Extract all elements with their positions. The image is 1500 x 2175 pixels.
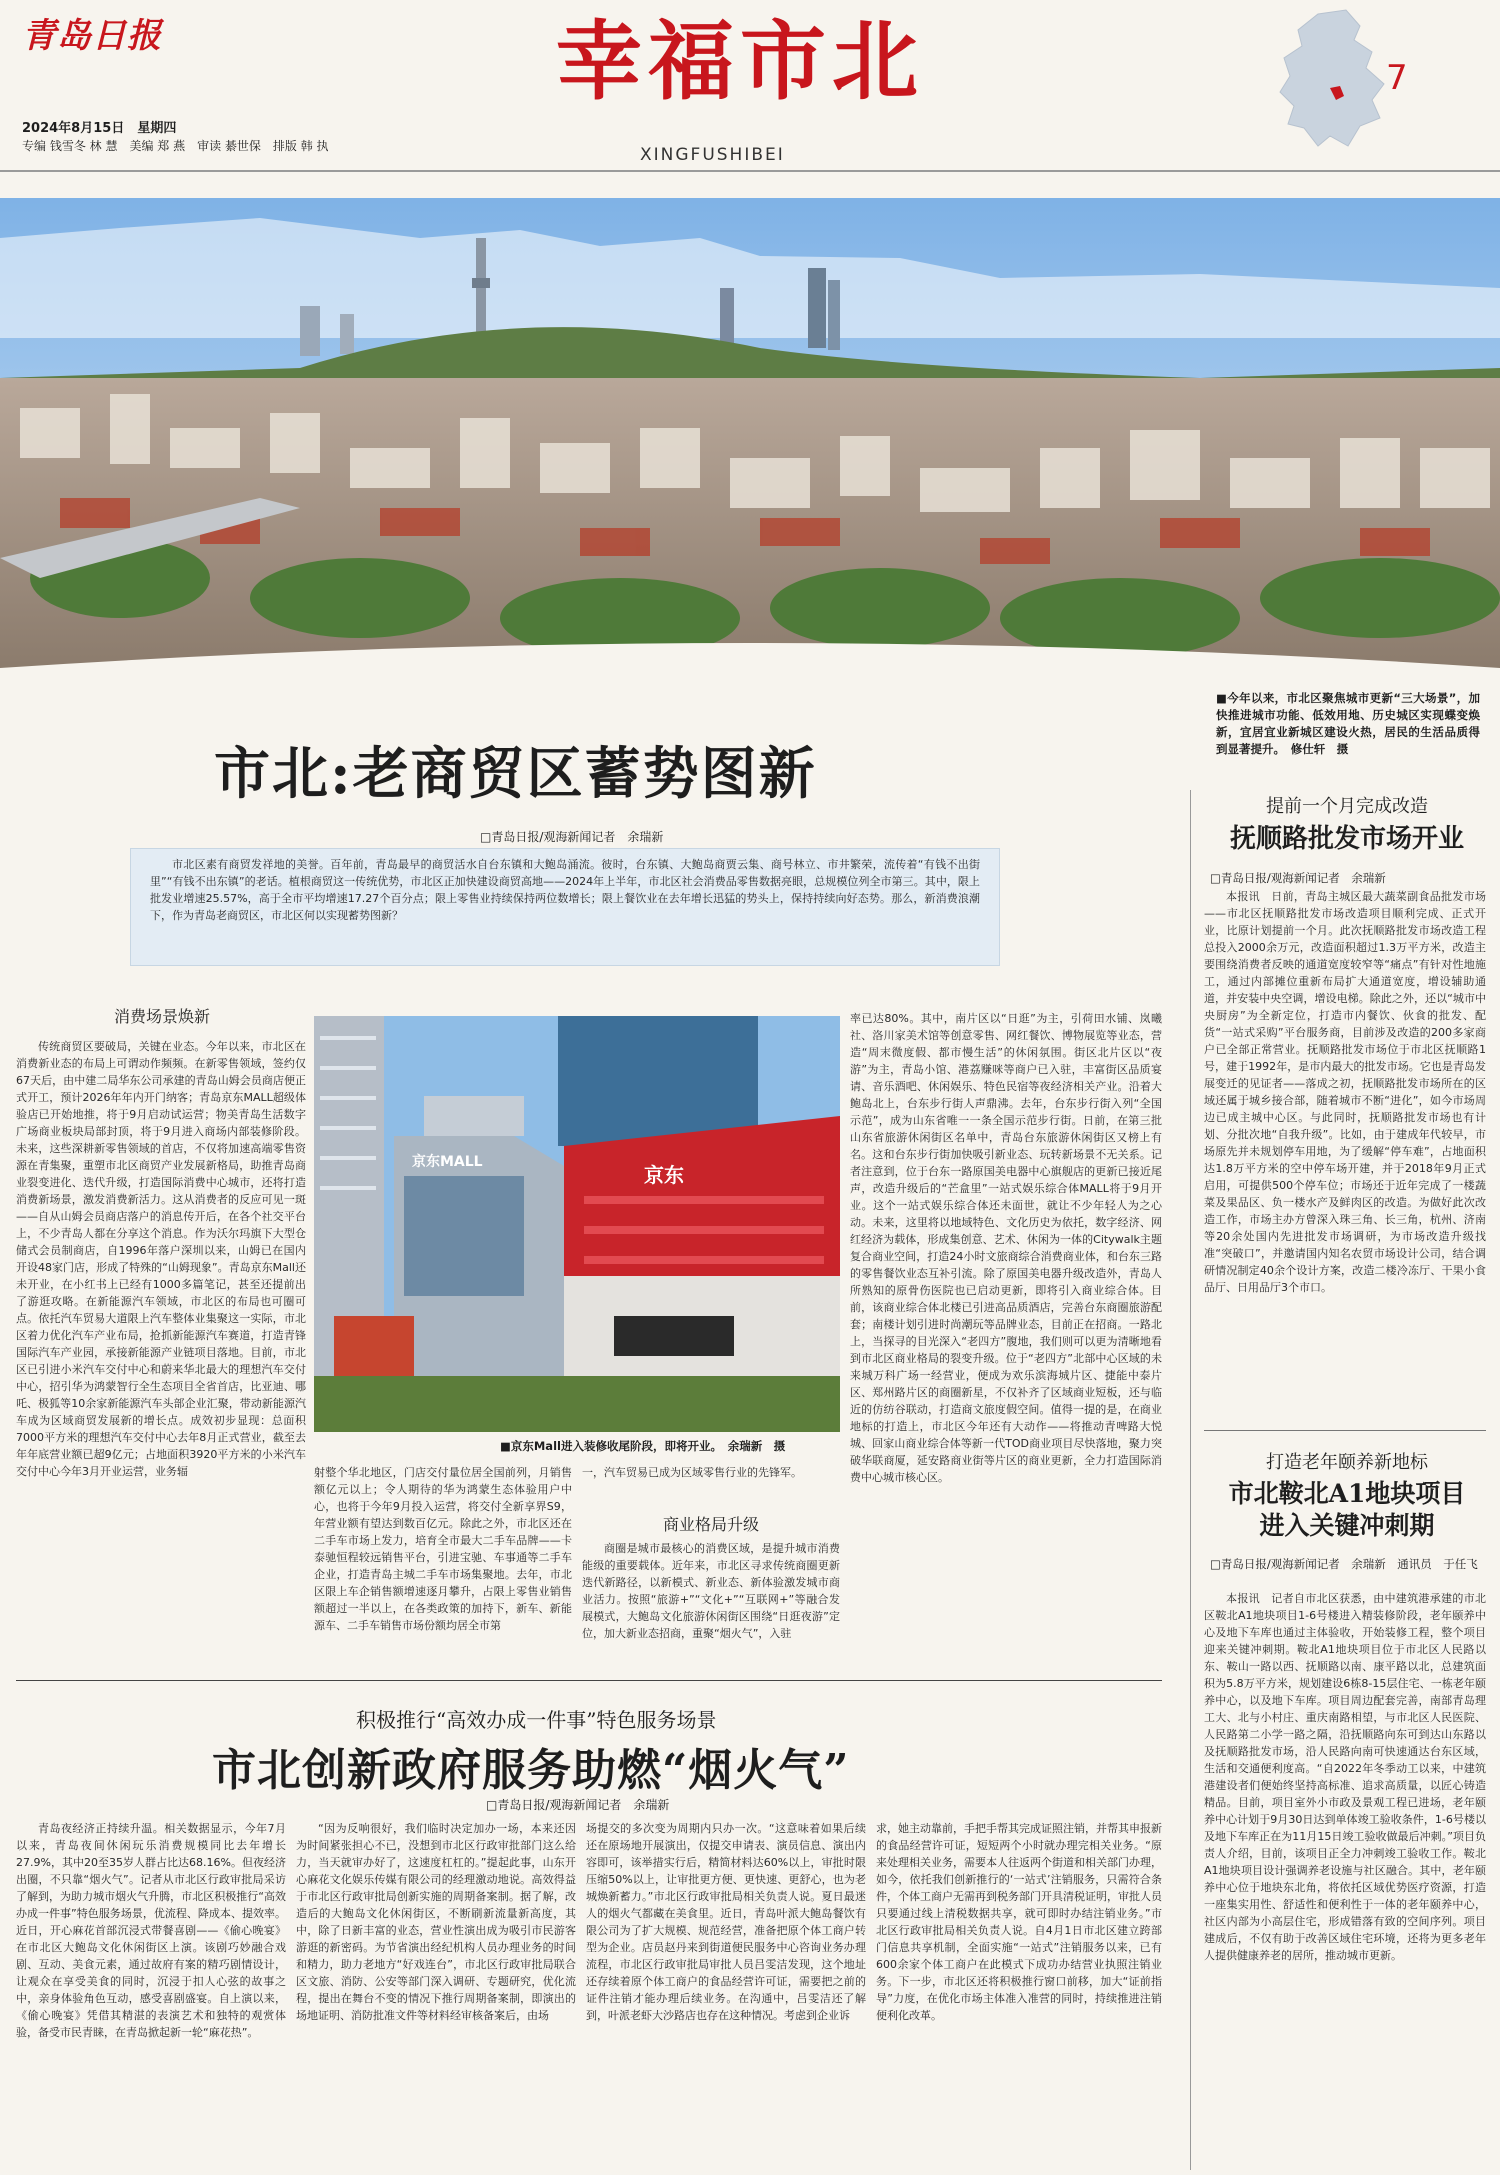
section-title: 幸福市北 [556, 11, 924, 112]
article2-col4: 求，她主动靠前，手把手帮其完成证照注销，并帮其申报新的食品经营许可证，短短两个小时就办理完相关业务。“原来处理相关业务，需要本人往返两个街道和相关部门办理，如今，依托我们创新推行的‘一站式’注销服务，只需符合条件，个体工商户无需再到税务部门开具清税证明，审批人员只要通过线上清税数据共享，就可即时办结注销业务。”市北区行政审批局相关负责人说。自4月1日市北区建立跨部门信息共享机制，全面实施“一站式”注销服务以来，已有600余家个体工商户在此模式下成功办结营业执照注销业务。下一步，市北区还将积极推行窗口前移，加大“证前指导”力度，在优化市场主体准入准营的同时，持续推进注销便利化改革。 [876, 1822, 1162, 2022]
article3-body: 本报讯 日前，青岛主城区最大蔬菜副食品批发市场——市北区抚顺路批发市场改造项目顺利完成、正式开业，比原计划提前一个月。此次抚顺路批发市场改造工程总投入2000余万元，改造面积超过1.3万平方米，改造主要围绕消费者反映的通道宽度较窄等“痛点”有针对性地施工，通过内部摊位重新布局扩大通道宽度，增设辅助通道，并安装中央空调，增设电梯。除此之外，还以“城市中央厨房”为全新定位，打造市内餐饮、伙食的批发、配货“一站式采购”平台服务商，目前涉及改造的200多家商户已全部正常营业。抚顺路批发市场位于市北区抚顺路1号，建于1992年，是市内最大的批发市场。它也是青岛发展变迁的见证者——落成之初，抚顺路批发市场所在的区域还属于城乡接合部，随着城市不断“进化”，如今市场周边已成主城中心区。与此同时，抚顺路批发市场也有计划、分批次地“自我升级”。比如，由于建成年代较早，市场原先并未规划停车用地，为了缓解“停车难”，占地面积达1.8万平方米的空中停车场开建，并于2018年9月正式启用，可提供500个停车位；市场还于近年完成了一楼蔬菜及果品区、负一楼水产及鲜肉区的改造。为做好此次改造工作，市场主办方曾深入珠三角、长三角，杭州、济南等20余处国内先进批发市场调研，为市场改造升级找准“突破口”，并邀请国内知名农贸市场设计公司，结合调研情况制定40余个设计方案，改造二楼冷冻厅、干果小食品厅、日用品厅3个市口。 [1204, 890, 1486, 1294]
article1-col4: 率已达80%。其中，南片区以“日逛”为主，引荷田水铺、岚曦社、洛川家美术馆等创意零售、网红餐饮、博物展览等业态，营造“周末微度假、都市慢生活”的休闲氛围。街区北片区以“夜游”为主，青岛小馆、港荔赚咪等商户已入驻，丰富街区品质宴请、音乐酒吧、休闲娱乐、特色民宿等夜经济相关产业。沿着大鲍岛北上，台东步行街人声鼎沸。去年，台东步行街入列“全国示范”，成为山东省唯一一条全国示范步行街。日前，在第三批山东省旅游休闲街区名单中，青岛台东旅游休闲街区又榜上有名。这和台东步行街加快吸引新业态、玩转新场景不无关系。记者注意到，位于台东一路原国美电器中心旗舰店的更新已接近尾声，改造升级后的“芒盒里”一站式娱乐综合体MALL将于9月开业。这个一站式娱乐综合体还未面世，就让不少年轻人为之心动。未来，这里将以地域特色、文化历史为依托，数字经济、网红经济为载体，形成集创意、艺术、休闲为一体的Citywalk主题复合商业空间，打造24小时文旅商综合消费商业体，和台东三路的零售餐饮业态互补引流。除了原国美电器升级改造外，青岛人所熟知的原骨伤医院也已启动更新，即将引入商业综合体。目前，该商业综合体北楼已引进高品质酒店，完善台东商圈旅游配套；南楼计划引进时尚潮玩等品牌业态，目前正在招商。一路北上，当探寻的目光深入“老四方”腹地，我们则可以更为清晰地看到市北区商业格局的裂变升级。位于“老四方”北部中心区域的未来城万科广场一经营业，便成为欢乐滨海城片区、捷能中泰片区、郑州路片区的商圈新星，不仅补齐了区域商业短板，还与临近的仿纺谷联动，打造商文旅度假空间。值得一提的是，在商业地标的打造上，市北区今年还有大动作——将推动青啤路大悦城、回家山商业综合体等新一代TOD商业项目尽快落地，聚力突破华联商厦，延安路商业街等片区的商业更新，全力打造国际消费中心城市核心区。 [850, 1012, 1162, 1484]
issue-date: 2024年8月15日 星期四 [22, 121, 177, 136]
article1-subhead-consumption: 消费场景焕新 [113, 1007, 210, 1026]
right-divider [1204, 1430, 1486, 1431]
article1-col3: 一，汽车贸易已成为区域零售行业的先锋军。 [582, 1466, 802, 1479]
jd-mall-sign: 京东MALL [412, 1154, 483, 1170]
article2-byline: □青岛日报/观海新闻记者 余瑞新 [486, 1798, 670, 1812]
section-pinyin: XINGFUSHIBEI [640, 145, 785, 165]
article4-byline: □青岛日报/观海新闻记者 余瑞新 通讯员 于任飞 [1210, 1557, 1478, 1571]
article4-headline-line2: 进入关键冲刺期 [1259, 1511, 1435, 1540]
article2-col1: 青岛夜经济正持续升温。相关数据显示，今年7月以来，青岛夜间休闲玩乐消费规模同比去年增长27.9%，其中20至35岁人群占比达68.16%。但夜经济出圈，不只靠“烟火气”。记者从市北区行政审批局采访了解到，为助力城市烟火气升腾，市北区积极推行“高效办成一件事”特色服务场景，优流程、降成本、提效率。近日，开心麻花首部沉浸式带餐喜剧——《偷心晚宴》在市北区大鲍岛文化休闲街区上演。该剧巧妙融合戏剧、互动、美食元素，通过故府有案的精巧剧情设计，让观众在享受美食的同时，沉浸于扣人心弦的故事之中，亲身体验角色互动，感受喜剧盛宴。自上演以来，《偷心晚宴》凭借其精湛的表演艺术和独特的观赏体验，备受市民青睐，在青岛掀起新一轮“麻花热”。 [16, 1822, 286, 2039]
page-number: 7 [1386, 58, 1408, 98]
jd-sign: 京东 [644, 1163, 684, 1187]
article4-headline-line1: 市北鞍北A1地块项目 [1228, 1479, 1466, 1508]
article3-headline: 抚顺路批发市场开业 [1229, 824, 1464, 854]
newspaper-logo: 青岛日报 [22, 16, 162, 56]
article-divider [16, 1680, 1162, 1681]
article1-col3b: 商圈是城市最核心的消费区域，是提升城市消费能级的重要载体。近年来，市北区寻求传统商圈更新迭代新路径，以新模式、新业态、新体验激发城市商业活力。按照“旅游+”“文化+”“互联网+”等融合发展模式，大鲍岛文化旅游休闲街区围绕“日逛夜游”定位，加大新业态招商，重聚“烟火气”，入驻 [582, 1542, 840, 1640]
qingdao-map-icon [1268, 6, 1396, 156]
article2-col2: “因为反响很好，我们临时决定加办一场，本来还因为时间紧张担心不已，没想到市北区行政审批部门这么给力，当天就审办好了，这速度杠杠的。”提起此事，山东开心麻花文化娱乐传媒有限公司的经理激动地说。高效得益于市北区行政审批局创新实施的周期备案制。据了解，改造后的大鲍岛文化休闲街区，不断刷新流量新高度，其中，除了日新丰富的业态，营业性演出成为吸引市民游客游逛的新密码。为节省演出经纪机构人员办理业务的时间和精力，助力老地方“好戏连台”，市北区行政审批局联合区文旅、消防、公安等部门深入调研、专题研究，优化流程，提出在舞台不变的情况下推行周期备案制，即演出的场地证明、消防批准文件等材料经审核备案后，由场 [296, 1822, 576, 2022]
jd-mall-photo-caption: ■京东Mall进入装修收尾阶段，即将开业。 余瑞新 摄 [500, 1439, 786, 1453]
masthead-rule [0, 170, 1500, 172]
editorial-staff: 专编 钱雪冬 林 慧 美编 郑 燕 审读 綦世保 排版 韩 执 [22, 139, 329, 153]
hero-photo-caption: ■今年以来，市北区聚焦城市更新“三大场景”，加快推进城市功能、低效用地、历史城区实现蝶变焕新，宜居宜业新城区建设火热，居民的生活品质得到显著提升。 修仕轩 摄 [1216, 691, 1480, 756]
right-column-rule [1190, 790, 1191, 2170]
article1-byline: □青岛日报/观海新闻记者 余瑞新 [480, 830, 664, 844]
article3-kicker: 提前一个月完成改造 [1266, 796, 1428, 817]
article1-subhead-business: 商业格局升级 [662, 1515, 759, 1534]
article4-body: 本报讯 记者自市北区获悉，由中建筑港承建的市北区鞍北A1地块项目1-6号楼进入精装修阶段，老年颐养中心及地下车库也通过主体验收，开始装修工程，整个项目迎来关键冲刺期。鞍北A1地块项目位于市北区人民路以东、鞍山一路以西、抚顺路以南、康平路以北，总建筑面积为5.8万平方米，规划建设6栋8-15层住宅、一栋老年颐养中心，以及地下车库。项目周边配套完善，南部青岛理工大、北与小村庄、重庆南路相望，与市北区人民医院、人民路第二小学一路之隔，沿抚顺路向东可到达山东路以及抚顺路批发市场，沿人民路向南可快速通达台东区域，生活和交通便利度高。“自2022年冬季动工以来，中建筑港建设者们便始终坚持高标准、追求高质量，以匠心铸造精品。目前，项目室外小市政及景观工程已进场，老年颐养中心计划于9月30日达到单体竣工验收条件，1-6号楼以及地下车库正在为11月15日竣工验收做最后冲刺。”项目负责人介绍，目前，该项目正全力冲刺竣工验收工作。鞍北A1地块项目设计强调养老设施与社区融合。其中，老年颐养中心位于地块东北角，将依托区域优势医疗资源，打造一座集实用性、舒适性和便利性于一体的老年颐养中心，社区内部为小高层住宅，形成错落有致的空间序列。项目建成后，不仅有助于改善区域住宅环境，还将为更多老年人提供健康养老的居所，推动城市更新。 [1204, 1592, 1486, 1962]
article4-kicker: 打造老年颐养新地标 [1266, 1452, 1428, 1473]
article1-col1: 传统商贸区要破局，关键在业态。今年以来，市北区在消费新业态的布局上可谓动作频频。在新零售领域，签约仅67天后，由中建二局华东公司承建的青岛山姆会员商店便正式开工，预计2026年年内开门纳客；青岛京东MALL超级体验店已开始地推，将于9月启动试运营；物美青岛生活数字广场商业板块局部封顶，将于9月进入商场内部装修阶段。未来，这些深耕新零售领域的首店，不仅将加速高端零售资源在青集聚，重塑市北区商贸产业发展新格局，助推青岛商业裂变进化、迭代升级，打造国际消费中心城市，还将打造消费新场景，激发消费新活力。这从消费者的反应可见一斑——自从山姆会员商店落户的消息传开后，在各个社交平台上，不少青岛人都在分享这个消息。作为沃尔玛旗下大型仓储式会员制商店，自1996年落户深圳以来，山姆已在国内开设48家门店，形成了特殊的“山姆现象”。青岛京东Mall还未开业，在小红书上已经有1000多篇笔记，甚至还提前出了游逛攻略。在新能源汽车领域，市北区的布局也可圈可点。依托汽车贸易大道限上汽车整体业集聚这一实际，市北区着力优化汽车产业布局，抢抓新能源汽车赛道，打造青锋国际汽车产业园，承接新能源产业链项目落地。目前，市北区已引进小米汽车交付中心和蔚来华北最大的理想汽车交付中心，招引华为鸿蒙智行全生态项目全省首店，比亚迪、哪吒、极狐等10余家新能源汽车头部企业汇聚，带动新能源汽车成为区域商贸发展新的增长点。成效初步显现：总面积7000平方米的理想汽车交付中心去年8月正式营业，截至去年年底营业额已超9亿元；占地面积3920平方米的小米汽车交付中心今年3月开业运营，业务辐 [16, 1040, 306, 1478]
article1-col2: 射整个华北地区，门店交付量位居全国前列，月销售额亿元以上；令人期待的华为鸿蒙生态体验用户中心，也将于今年9月投入运营，将交付全新享界S9，年营业额有望达到数百亿元。除此之外，市北区还在二手车市场上发力，培育全市最大二手车品牌——卡泰驰恒程较远销售平台，引进宝驰、车事通等二手车企业，打造青岛主城二手车市场集聚地。去年，市北区限上车企销售额增速逐月攀升，占限上零售业销售额超过一半以上，在各类政策的加持下，新车、新能源车、二手车销售市场份额均居全市第 [314, 1466, 572, 1632]
article2-kicker: 积极推行“高效办成一件事”特色服务场景 [356, 1708, 717, 1732]
article1-lead: 市北区素有商贸发祥地的美誉。百年前，青岛最早的商贸活水自台东镇和大鲍岛涌流。彼时，台东镇、大鲍岛商贾云集、商号林立、市井繁荣，流传着“有钱不出街里”“有钱不出东镇”的老话。植根商贸这一传统优势，市北区正加快建设商贸高地——2024年上半年，市北区社会消费品零售数据亮眼，总规模位列全市第三。其中，限上批发业增速25.57%，高于全市平均增速17.27个百分点；限上零售业持续保持两位数增长；限上餐饮业在去年增长迅猛的势头上，保持持续向好态势。那么，新消费浪潮下，作为青岛老商贸区，市北区何以实现蓄势图新？ [150, 858, 980, 922]
article2-headline: 市北创新政府服务助燃“烟火气” [212, 1745, 850, 1796]
city-panorama-photo [0, 198, 1500, 678]
jd-mall-photo [314, 1016, 840, 1432]
article3-byline: □青岛日报/观海新闻记者 余瑞新 [1210, 871, 1386, 885]
article2-col3: 场提交的多次变为周期内只办一次。“这意味着如果后续还在原场地开展演出，仅提交申请表、演员信息、演出内容即可，该举措实行后，精简材料达60%以上，审批时限压缩50%以上，让审批更方便、更快速、更舒心，也为老城焕新蓄力。”市北区行政审批局相关负责人说。夏日最迷人的烟火气都藏在美食里。近日，青岛叶派大鲍岛餐饮有限公司为了扩大规模、规范经营，准备把原个体工商户转型为企业。店员赵丹来到街道便民服务中心咨询业务办理流程，市北区行政审批局审批人员吕雯洁发现，这个地址还存续着原个体工商户的食品经营许可证，需要把之前的证件注销才能办理后续业务。在沟通中，吕雯洁还了解到，叶派老虾大沙路店也存在这种情况。考虑到企业诉 [586, 1822, 866, 2022]
article1-headline: 市北:老商贸区蓄势图新 [214, 741, 817, 807]
